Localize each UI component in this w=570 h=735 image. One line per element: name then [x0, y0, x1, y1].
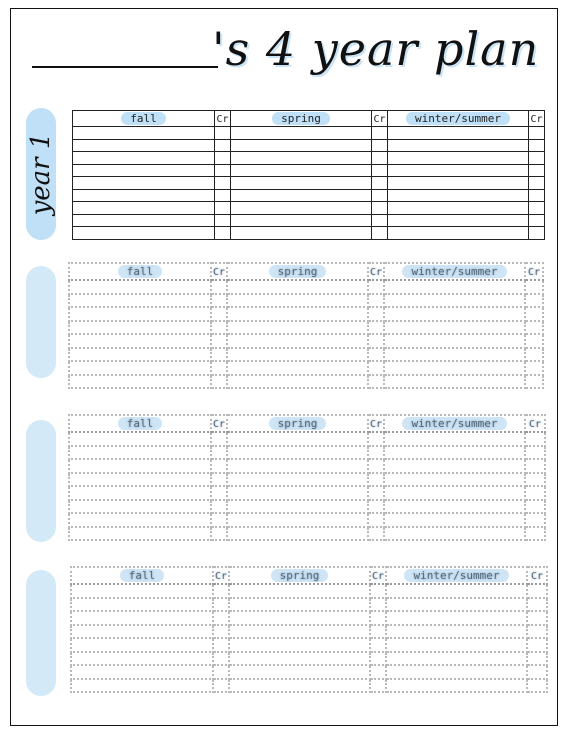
table-row[interactable] [69, 348, 543, 362]
table-row[interactable] [73, 139, 545, 152]
header-cr: Cr [525, 415, 545, 432]
header-fall: fall [71, 567, 213, 584]
table-header-row [73, 111, 545, 127]
table-row[interactable] [71, 665, 547, 679]
table-row[interactable] [71, 679, 547, 693]
header-cr: Cr [368, 415, 384, 432]
year-2-table [68, 262, 544, 389]
table-row[interactable] [73, 227, 545, 240]
header-cr: Cr [211, 263, 227, 280]
header-spring: spring [231, 111, 372, 127]
header-winter-summer: winter/summer [388, 111, 529, 127]
table-row[interactable] [69, 280, 543, 294]
table-row[interactable] [73, 189, 545, 202]
header-cr: Cr [527, 567, 547, 584]
header-fall: fall [69, 415, 211, 432]
table-row[interactable] [73, 177, 545, 190]
table-row[interactable] [73, 152, 545, 165]
header-fall: fall [69, 263, 211, 280]
header-fall: fall [73, 111, 215, 127]
table-row[interactable] [69, 473, 545, 487]
table-row[interactable] [69, 307, 543, 321]
year-4-table [70, 566, 548, 693]
year-tab-3 [26, 420, 56, 542]
table-row[interactable] [69, 432, 545, 446]
header-cr: Cr [372, 111, 388, 127]
table-row[interactable] [71, 584, 547, 598]
table-row[interactable] [71, 598, 547, 612]
year-label-1: year 1 [26, 132, 56, 216]
table-row[interactable] [73, 127, 545, 140]
table-row[interactable] [73, 202, 545, 215]
table-row[interactable] [73, 164, 545, 177]
header-spring: spring [227, 263, 368, 280]
header-cr: Cr [529, 111, 545, 127]
header-cr: Cr [370, 567, 386, 584]
table-row[interactable] [69, 334, 543, 348]
table-row[interactable] [71, 611, 547, 625]
header-winter-summer: winter/summer [386, 567, 527, 584]
header-spring: spring [227, 415, 368, 432]
table-row[interactable] [71, 638, 547, 652]
header-cr: Cr [215, 111, 231, 127]
year-tab-1 [26, 108, 56, 240]
table-row[interactable] [73, 214, 545, 227]
table-row[interactable] [69, 486, 545, 500]
year-tab-2 [26, 266, 56, 378]
year-1-table [72, 110, 545, 240]
table-row[interactable] [69, 294, 543, 308]
header-cr: Cr [525, 263, 543, 280]
table-row[interactable] [69, 361, 543, 375]
table-row[interactable] [69, 527, 545, 541]
table-row[interactable] [69, 375, 543, 389]
year-3-table [68, 414, 546, 541]
table-header-row [69, 415, 545, 432]
header-cr: Cr [211, 415, 227, 432]
header-cr: Cr [213, 567, 229, 584]
header-winter-summer: winter/summer [384, 415, 525, 432]
table-row[interactable] [71, 652, 547, 666]
table-header-row [71, 567, 547, 584]
table-header-row [69, 263, 543, 280]
table-row[interactable] [69, 446, 545, 460]
header-winter-summer: winter/summer [384, 263, 525, 280]
name-blank-line[interactable] [32, 66, 218, 68]
header-cr: Cr [368, 263, 384, 280]
table-row[interactable] [69, 513, 545, 527]
year-tab-4 [26, 570, 56, 696]
table-row[interactable] [69, 459, 545, 473]
table-row[interactable] [69, 321, 543, 335]
header-spring: spring [229, 567, 370, 584]
page-title: 's 4 year plan [212, 22, 540, 76]
table-row[interactable] [71, 625, 547, 639]
table-row[interactable] [69, 500, 545, 514]
